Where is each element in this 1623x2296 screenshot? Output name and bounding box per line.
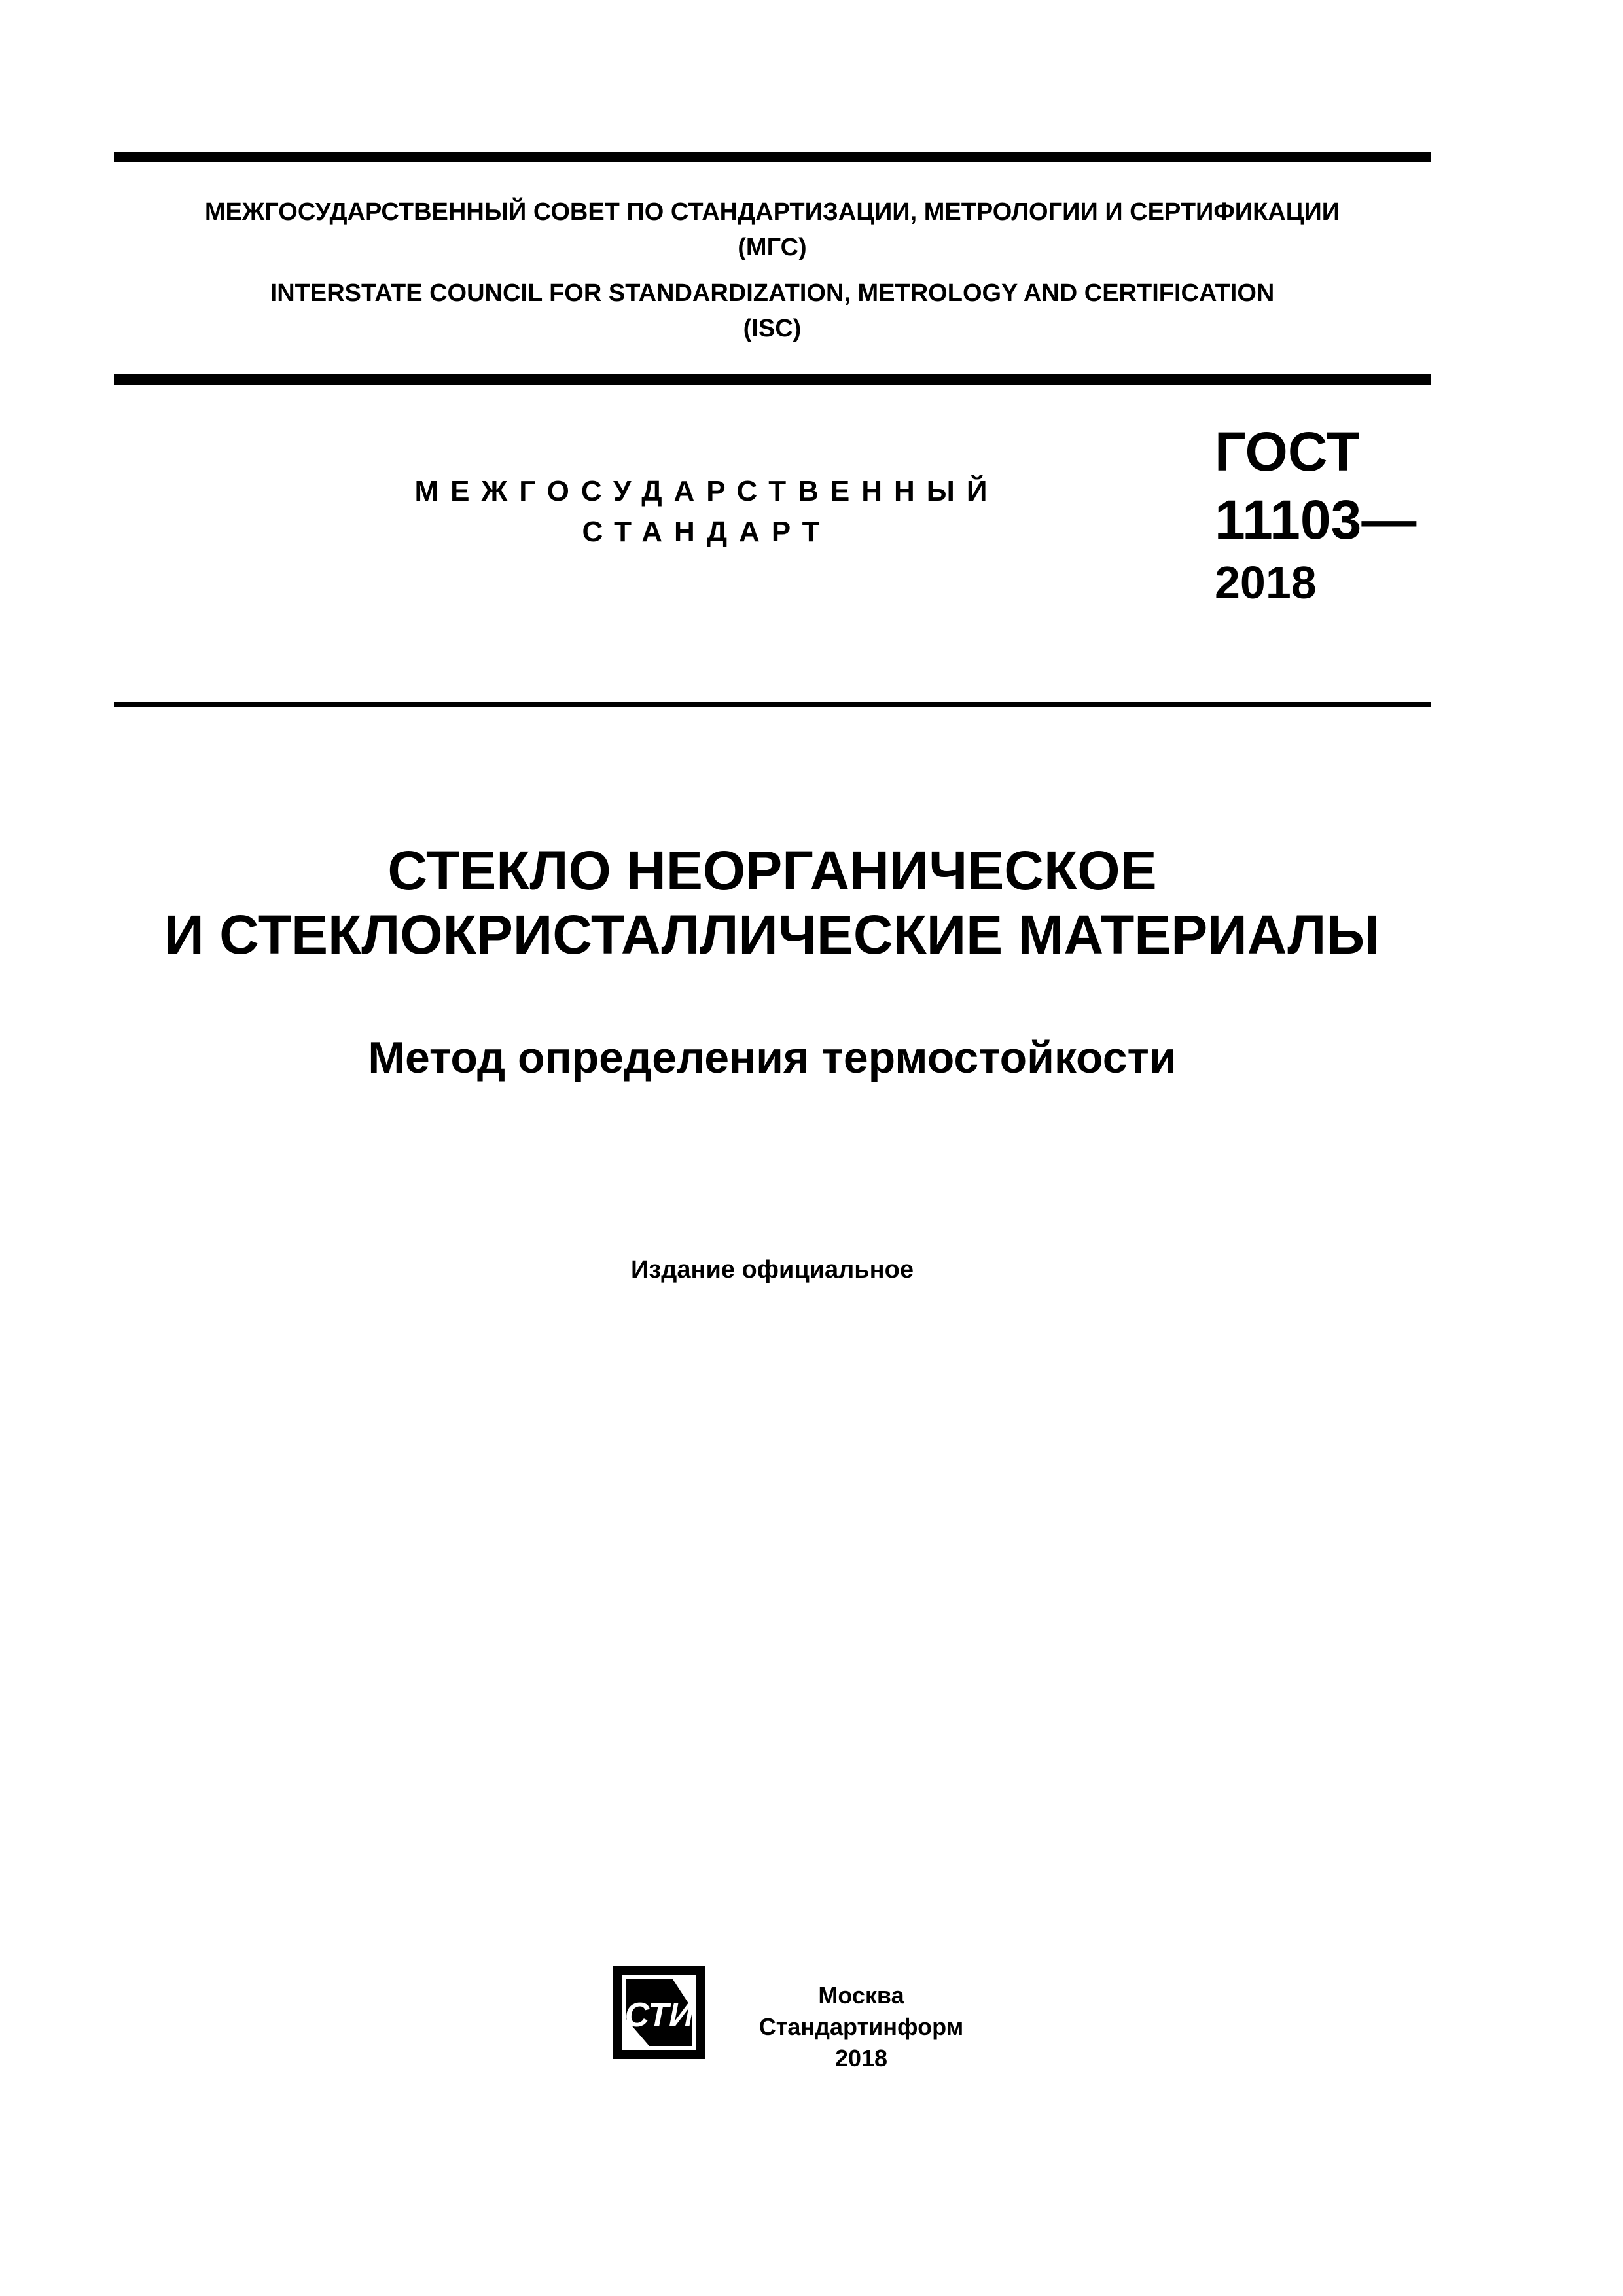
document-title-line2: И СТЕКЛОКРИСТАЛЛИЧЕСКИЕ МАТЕРИАЛЫ <box>164 904 1380 965</box>
middle-divider <box>114 374 1431 385</box>
publisher-name: Стандартинформ <box>758 2013 964 2040</box>
standartinform-logo-icon <box>610 1964 708 2062</box>
council-abbr-en: (ISC) <box>743 315 802 342</box>
publisher-year: 2018 <box>834 2045 888 2072</box>
gost-number: 11103— <box>1215 489 1417 550</box>
gost-designation: ГОСТ <box>1215 421 1360 482</box>
council-name-en: INTERSTATE COUNCIL FOR STANDARDIZATION, METROLOGY AND CERTIFICATION <box>270 279 1275 307</box>
standard-kind-line2: СТАНДАРТ <box>582 516 832 548</box>
edition-label: Издание официальное <box>631 1256 914 1283</box>
council-abbr-ru: (МГС) <box>738 234 807 261</box>
bottom-divider <box>114 702 1431 707</box>
top-divider <box>114 152 1431 162</box>
standard-kind-line1: МЕЖГОСУДАРСТВЕННЫЙ <box>414 475 999 507</box>
document-title-line1: СТЕКЛО НЕОРГАНИЧЕСКОЕ <box>387 840 1157 901</box>
publisher-city: Москва <box>818 1982 904 2009</box>
gost-year: 2018 <box>1215 557 1317 608</box>
document-subtitle: Метод определения термостойкости <box>368 1033 1177 1083</box>
council-name-ru: МЕЖГОСУДАРСТВЕННЫЙ СОВЕТ ПО СТАНДАРТИЗАЦИИ, МЕТРОЛОГИИ И СЕРТИФИКАЦИИ <box>204 198 1340 226</box>
logo-text: СТИ <box>624 1996 694 2034</box>
